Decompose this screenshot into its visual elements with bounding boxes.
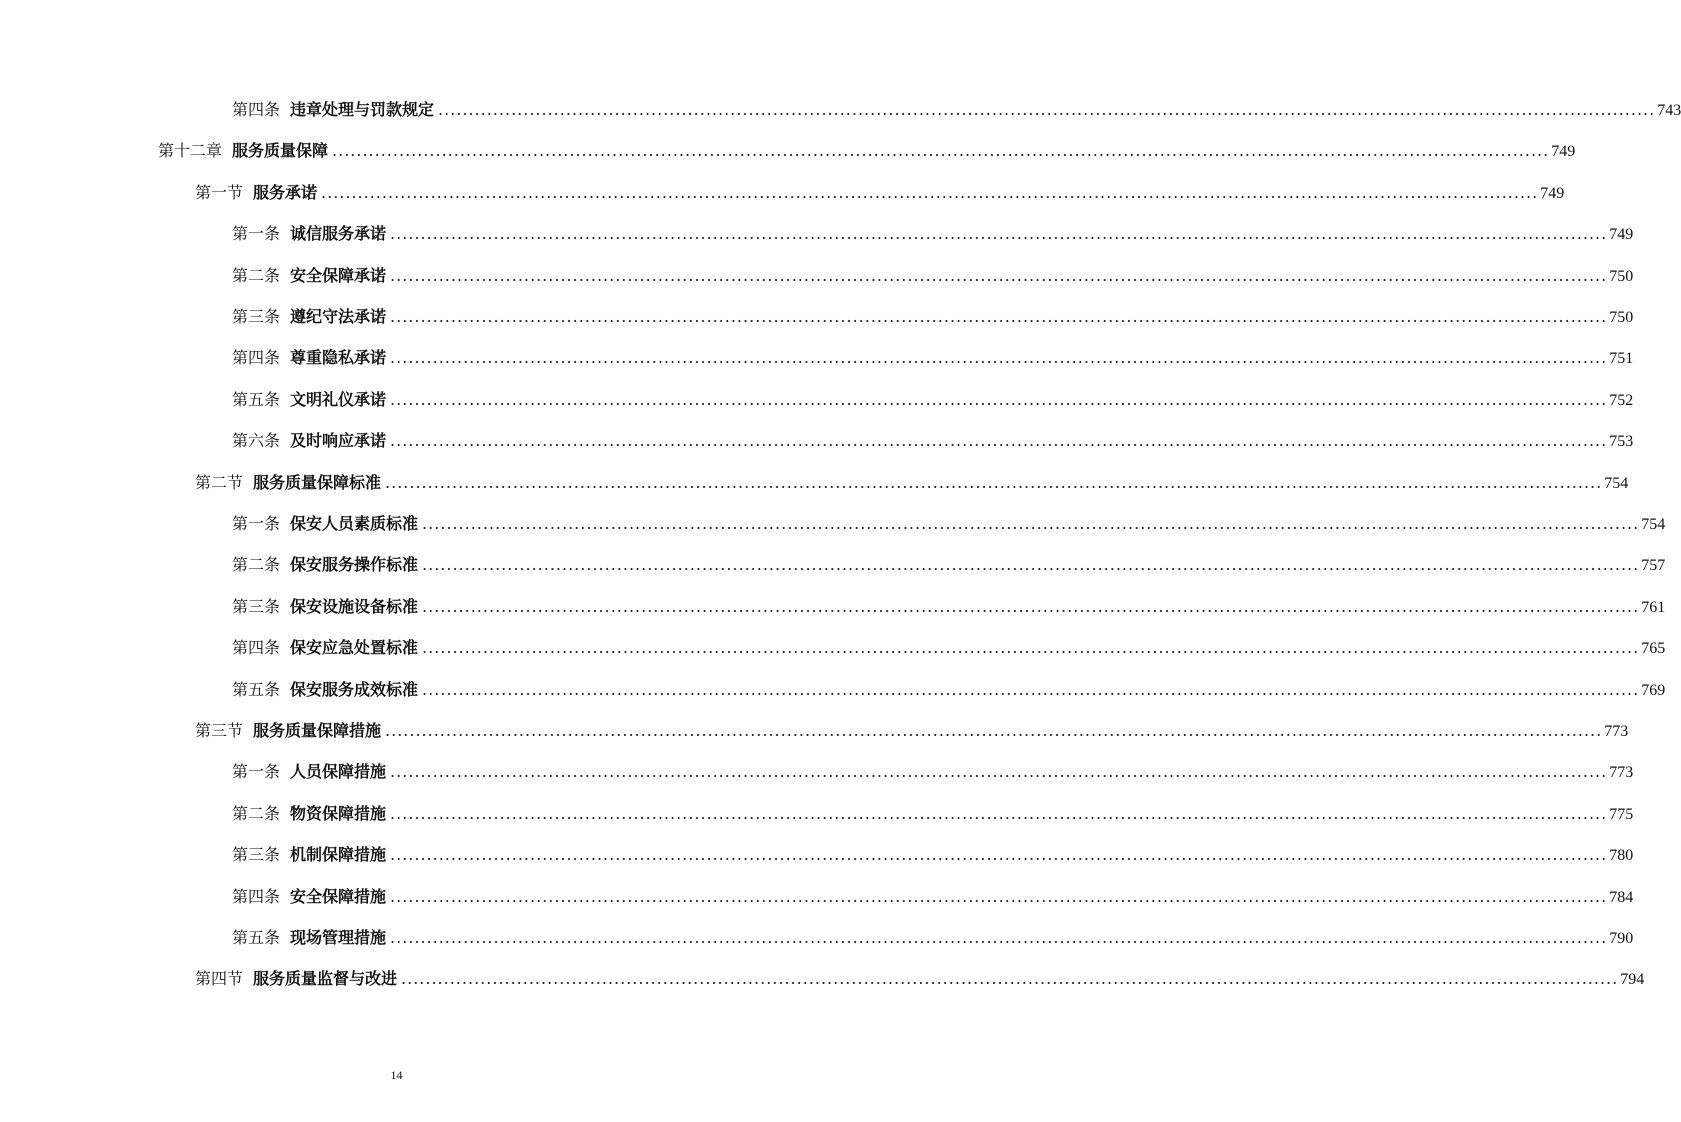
toc-entry[interactable] (195, 967, 1645, 991)
toc-entry[interactable] (232, 595, 1666, 619)
dot-leader: ........................................................................................................................................................................................................ (422, 555, 1640, 574)
dot-leader: ........................................................................................................................................................................................................ (321, 183, 1539, 202)
entry-page-number: 757 (1641, 557, 1666, 574)
entry-title: 服务质量监督与改进 (253, 969, 398, 988)
entry-page-number: 753 (1609, 433, 1634, 450)
dot-leader: ........................................................................................................................................................................................................ (332, 141, 1550, 160)
entry-page-number: 743 (1657, 102, 1681, 119)
entry-page-number: 751 (1609, 350, 1634, 367)
entry-number: 第一条 (232, 514, 281, 533)
entry-title: 文明礼仪承诺 (290, 390, 387, 409)
toc-entry[interactable] (232, 98, 1681, 122)
entry-page-number: 754 (1641, 516, 1666, 533)
toc-entry[interactable] (232, 885, 1634, 909)
entry-number: 第三条 (232, 307, 281, 326)
toc-entry[interactable] (195, 181, 1565, 205)
entry-title: 保安服务成效标准 (290, 680, 419, 699)
entry-page-number: 749 (1540, 185, 1565, 202)
dot-leader: ........................................................................................................................................................................................................ (390, 266, 1608, 285)
dot-leader: ........................................................................................................................................................................................................ (390, 390, 1608, 409)
entry-number: 第六条 (232, 431, 281, 450)
entry-title: 服务质量保障 (232, 141, 329, 160)
dot-leader: ........................................................................................................................................................................................................ (385, 473, 1603, 492)
entry-page-number: 750 (1609, 268, 1634, 285)
page-number: 14 (390, 1068, 403, 1082)
entry-number: 第三节 (195, 721, 244, 740)
toc-entry[interactable] (232, 222, 1634, 246)
entry-number: 第四条 (232, 100, 281, 119)
entry-page-number: 749 (1551, 143, 1576, 160)
entry-page-number: 769 (1641, 682, 1666, 699)
entry-title: 保安设施设备标准 (290, 597, 419, 616)
dot-leader: ........................................................................................................................................................................................................ (390, 307, 1608, 326)
dot-leader: ........................................................................................................................................................................................................ (390, 431, 1608, 450)
toc-entry[interactable] (232, 636, 1666, 660)
toc-entry[interactable] (232, 678, 1666, 702)
toc-entry[interactable] (195, 471, 1629, 495)
entry-page-number: 773 (1604, 723, 1629, 740)
entry-title: 人员保障措施 (290, 762, 387, 781)
entry-page-number: 752 (1609, 392, 1634, 409)
entry-page-number: 754 (1604, 475, 1629, 492)
entry-number: 第十二章 (158, 141, 223, 160)
toc-entry[interactable] (232, 429, 1634, 453)
dot-leader: ........................................................................................................................................................................................................ (422, 680, 1640, 699)
entry-number: 第二条 (232, 266, 281, 285)
entry-page-number: 780 (1609, 847, 1634, 864)
entry-number: 第一条 (232, 762, 281, 781)
entry-page-number: 750 (1609, 309, 1634, 326)
entry-number: 第二节 (195, 473, 244, 492)
entry-title: 尊重隐私承诺 (290, 348, 387, 367)
toc-entry[interactable] (232, 346, 1634, 370)
entry-page-number: 765 (1641, 640, 1666, 657)
entry-page-number: 761 (1641, 599, 1666, 616)
entry-number: 第二条 (232, 555, 281, 574)
entry-number: 第四条 (232, 348, 281, 367)
entry-page-number: 773 (1609, 764, 1634, 781)
toc-entry[interactable] (232, 305, 1634, 329)
entry-title: 保安服务操作标准 (290, 555, 419, 574)
entry-number: 第四条 (232, 638, 281, 657)
entry-number: 第四条 (232, 887, 281, 906)
toc-entry[interactable] (232, 802, 1634, 826)
dot-leader: ........................................................................................................................................................................................................ (390, 928, 1608, 947)
entry-page-number: 794 (1620, 971, 1645, 988)
dot-leader: ........................................................................................................................................................................................................ (401, 969, 1619, 988)
entry-title: 安全保障措施 (290, 887, 387, 906)
entry-page-number: 775 (1609, 806, 1634, 823)
toc-entry[interactable] (232, 553, 1666, 577)
entry-title: 违章处理与罚款规定 (290, 100, 435, 119)
entry-title: 现场管理措施 (290, 928, 387, 947)
toc-entry[interactable] (232, 264, 1634, 288)
entry-number: 第三条 (232, 597, 281, 616)
dot-leader: ........................................................................................................................................................................................................ (390, 804, 1608, 823)
entry-number: 第五条 (232, 680, 281, 699)
entry-title: 遵纪守法承诺 (290, 307, 387, 326)
entry-title: 诚信服务承诺 (290, 224, 387, 243)
entry-title: 物资保障措施 (290, 804, 387, 823)
entry-page-number: 790 (1609, 930, 1634, 947)
toc-entry[interactable] (232, 512, 1666, 536)
dot-leader: ........................................................................................................................................................................................................ (438, 100, 1656, 119)
entry-number: 第四节 (195, 969, 244, 988)
entry-number: 第一节 (195, 183, 244, 202)
entry-number: 第三条 (232, 845, 281, 864)
entry-number: 第一条 (232, 224, 281, 243)
entry-title: 及时响应承诺 (290, 431, 387, 450)
toc-entry[interactable] (158, 139, 1576, 163)
entry-title: 服务承诺 (253, 183, 318, 202)
entry-number: 第五条 (232, 390, 281, 409)
toc-entry[interactable] (232, 760, 1634, 784)
toc-entry[interactable] (195, 719, 1629, 743)
dot-leader: ........................................................................................................................................................................................................ (422, 597, 1640, 616)
entry-title: 保安应急处置标准 (290, 638, 419, 657)
entry-number: 第二条 (232, 804, 281, 823)
dot-leader: ........................................................................................................................................................................................................ (390, 845, 1608, 864)
dot-leader: ........................................................................................................................................................................................................ (385, 721, 1603, 740)
dot-leader: ........................................................................................................................................................................................................ (422, 638, 1640, 657)
toc-entry[interactable] (232, 926, 1634, 950)
entry-title: 服务质量保障标准 (253, 473, 382, 492)
entry-number: 第五条 (232, 928, 281, 947)
toc-entry[interactable] (232, 388, 1634, 412)
toc-entry[interactable] (232, 843, 1634, 867)
entry-title: 安全保障承诺 (290, 266, 387, 285)
entry-page-number: 749 (1609, 226, 1634, 243)
entry-page-number: 784 (1609, 889, 1634, 906)
dot-leader: ........................................................................................................................................................................................................ (390, 224, 1608, 243)
dot-leader: ........................................................................................................................................................................................................ (390, 762, 1608, 781)
entry-title: 机制保障措施 (290, 845, 387, 864)
entry-title: 服务质量保障措施 (253, 721, 382, 740)
dot-leader: ........................................................................................................................................................................................................ (422, 514, 1640, 533)
dot-leader: ........................................................................................................................................................................................................ (390, 887, 1608, 906)
entry-title: 保安人员素质标准 (290, 514, 419, 533)
dot-leader: ........................................................................................................................................................................................................ (390, 348, 1608, 367)
